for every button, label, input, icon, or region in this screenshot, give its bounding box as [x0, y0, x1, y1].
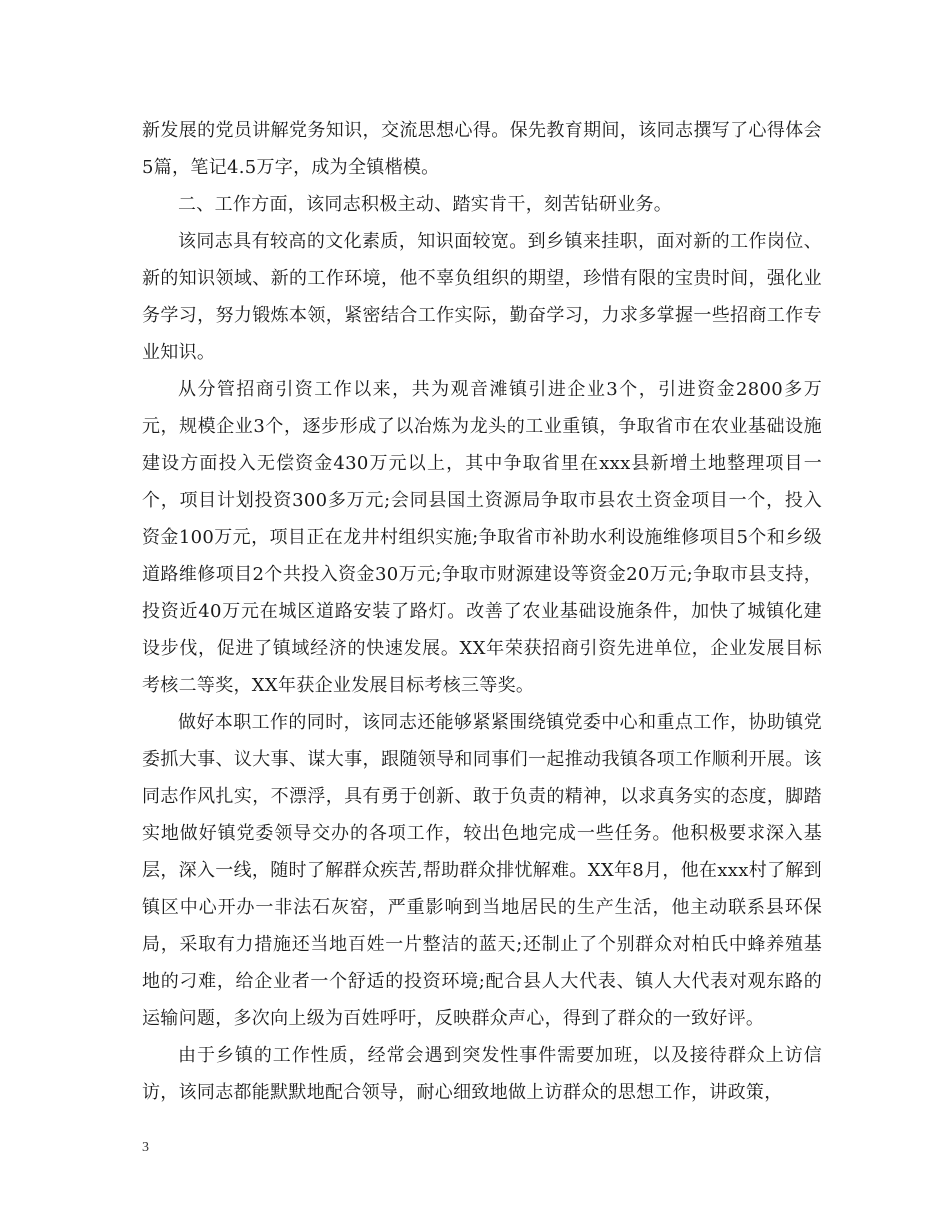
page-number: 3	[142, 1140, 149, 1155]
paragraph-5: 做好本职工作的同时，该同志还能够紧紧围绕镇党委中心和重点工作，协助镇党委抓大事、议大事、谋大事，跟随领导和同事们一起推动我镇各项工作顺利开展。该同志作风扎实，不漂浮，具有勇于创新、敢于负责的精神，以求真务实的态度，脚踏实地做好镇党委领导交办的各项工作，较出色地完成一些任务。他积极要求深入基层，深入一线，随时了解群众疾苦,帮助群众排忧解难。XX年8月，他在xxx村了解到镇区中心开办一非法石灰窑，严重影响到当地居民的生产生活，他主动联系县环保局，采取有力措施还当地百姓一片整洁的蓝天;还制止了个别群众对柏氏中蜂养殖基地的刁难，给企业者一个舒适的投资环境;配合县人大代表、镇人大代表对观东路的运输问题，多次向上级为百姓呼吁，反映群众声心，得到了群众的一致好评。	[142, 712, 822, 1029]
paragraph-4: 从分管招商引资工作以来，共为观音滩镇引进企业3个，引进资金2800多万元，规模企业3个，逐步形成了以冶炼为龙头的工业重镇，争取省市在农业基础设施建设方面投入无偿资金430万元以上，其中争取省里在xxx县新增土地整理项目一个，项目计划投资300多万元;会同县国土资源局争取市县农土资金项目一个，投入资金100万元，项目正在龙井村组织实施;争取省市补助水利设施维修项目5个和乡级道路维修项目2个共投入资金30万元;争取市财源建设等资金20万元;争取市县支持，投资近40万元在城区道路安装了路灯。改善了农业基础设施条件，加快了城镇化建设步伐，促进了镇域经济的快速发展。XX年荣获招商引资先进单位，企业发展目标考核二等奖，XX年获企业发展目标考核三等奖。	[142, 379, 822, 696]
paragraph-6: 由于乡镇的工作性质，经常会遇到突发性事件需要加班，以及接待群众上访信访，该同志都能默默地配合领导，耐心细致地做上访群众的思想工作，讲政策，	[142, 1045, 822, 1103]
paragraph-2-section-heading: 二、工作方面，该同志积极主动、踏实肯干，刻苦钻研业务。	[178, 194, 673, 215]
document-body	[142, 112, 822, 1111]
paragraph-1: 新发展的党员讲解党务知识，交流思想心得。保先教育期间，该同志撰写了心得体会5篇，笔记4.5万字，成为全镇楷模。	[142, 120, 822, 178]
paragraph-3: 该同志具有较高的文化素质，知识面较宽。到乡镇来挂职，面对新的工作岗位、新的知识领域、新的工作环境，他不辜负组织的期望，珍惜有限的宝贵时间，强化业务学习，努力锻炼本领，紧密结合工作实际，勤奋学习，力求多掌握一些招商工作专业知识。	[142, 231, 822, 363]
